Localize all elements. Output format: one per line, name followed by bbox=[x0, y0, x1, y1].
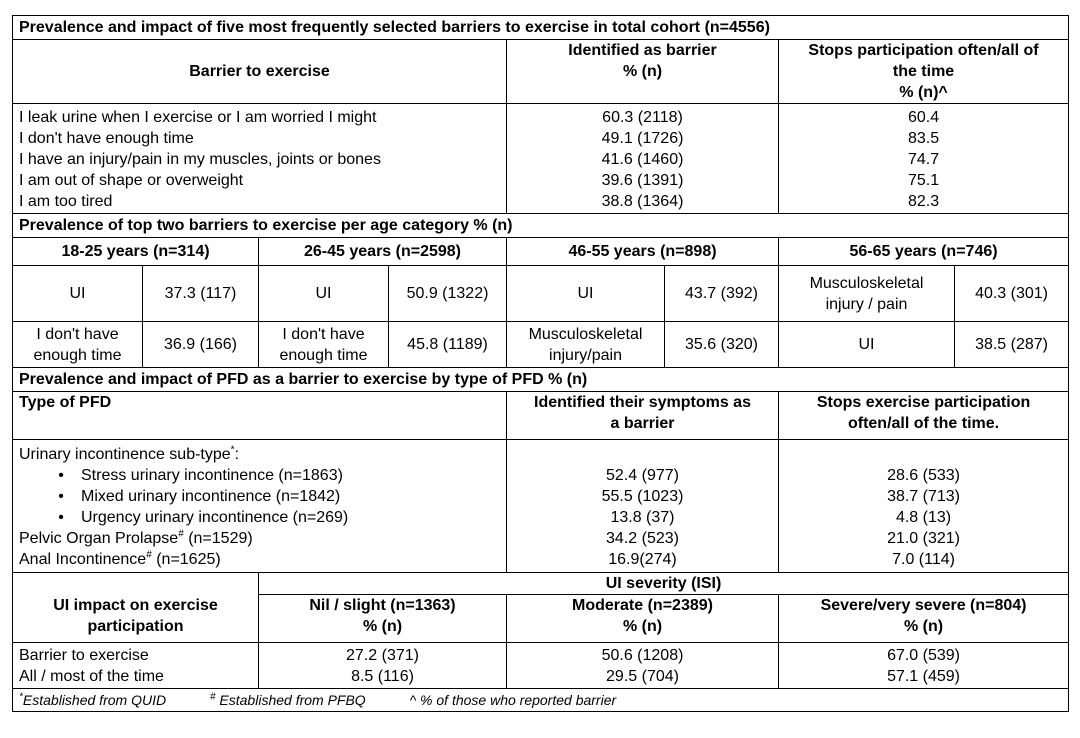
bullet-item: •Stress urinary incontinence (n=1863) bbox=[19, 465, 500, 486]
value-cell: 45.8 (1189) bbox=[389, 322, 507, 368]
barrier-list bbox=[13, 104, 507, 214]
barrier-cell: UI bbox=[259, 266, 389, 322]
severity-body-row bbox=[13, 643, 1069, 689]
age-group-header: 26-45 years (n=2598) bbox=[259, 238, 507, 266]
age-group-header: 18-25 years (n=314) bbox=[13, 238, 259, 266]
value-cell: 43.7 (392) bbox=[665, 266, 779, 322]
pfd-type-header: Type of PFD bbox=[13, 392, 507, 440]
footnote: # Established from PFBQ bbox=[209, 690, 366, 708]
barrier-cell: Musculoskeletal injury/pain bbox=[507, 322, 665, 368]
barrier-label: I have an injury/pain in my muscles, joints or bones bbox=[19, 151, 381, 168]
subtype-label: Urinary incontinence sub-type*: bbox=[19, 444, 240, 463]
section2-title: Prevalence of top two barriers to exercise per age category % (n) bbox=[13, 214, 1069, 238]
stops-values: 60.4 83.5 74.7 75.1 82.3 bbox=[779, 104, 1069, 214]
barrier-header: Barrier to exercise bbox=[13, 40, 507, 104]
barrier-label: I don't have enough time bbox=[19, 130, 194, 147]
severity-title-row bbox=[13, 573, 1069, 595]
bullet-icon bbox=[19, 465, 81, 486]
identified-header: Identified as barrier % (n) bbox=[507, 40, 779, 104]
section1-body-row bbox=[13, 104, 1069, 214]
footnote: ^ % of those who reported barrier bbox=[409, 691, 617, 708]
pfd-stops-values: 28.6 (533) 38.7 (713) 4.8 (13) 21.0 (321) 7.0 (114) bbox=[779, 440, 1069, 573]
value-cell: 35.6 (320) bbox=[665, 322, 779, 368]
bullet-icon bbox=[19, 486, 81, 507]
footnote-row bbox=[13, 689, 1069, 712]
bullet-item: •Mixed urinary incontinence (n=1842) bbox=[19, 486, 500, 507]
age-second-barrier-row bbox=[13, 322, 1069, 368]
value-cell: 40.3 (301) bbox=[955, 266, 1069, 322]
section3-header-row bbox=[13, 392, 1069, 440]
bullet-icon bbox=[19, 507, 81, 528]
section1-title-row bbox=[13, 16, 1069, 40]
value-cell: 50.9 (1322) bbox=[389, 266, 507, 322]
value-cell: 38.5 (287) bbox=[955, 322, 1069, 368]
barrier-cell: UI bbox=[13, 266, 143, 322]
section3-title-row bbox=[13, 368, 1069, 392]
pfd-type-list bbox=[13, 440, 507, 573]
pop-label: Pelvic Organ Prolapse# (n=1529) bbox=[19, 528, 253, 547]
section1-header-row bbox=[13, 40, 1069, 104]
barrier-cell: UI bbox=[507, 266, 665, 322]
severity-header-row bbox=[13, 595, 1069, 643]
identified-values: 60.3 (2118) 49.1 (1726) 41.6 (1460) 39.6 (1391) 38.8 (1364) bbox=[507, 104, 779, 214]
stops-header: Stops participation often/all of the time % (n)^ bbox=[779, 40, 1069, 104]
value-cell: 36.9 (166) bbox=[143, 322, 259, 368]
severity-col-header: Severe/very severe (n=804) % (n) bbox=[779, 595, 1069, 643]
footnotes bbox=[13, 689, 1069, 712]
section3-body-row bbox=[13, 440, 1069, 573]
pfd-identified-values: 52.4 (977) 55.5 (1023) 13.8 (37) 34.2 (523) 16.9(274) bbox=[507, 440, 779, 573]
barrier-cell: Musculoskeletal injury / pain bbox=[779, 266, 955, 322]
pfd-stops-header: Stops exercise participation often/all of the time. bbox=[779, 392, 1069, 440]
age-group-header: 46-55 years (n=898) bbox=[507, 238, 779, 266]
severity-col-header: Nil / slight (n=1363) % (n) bbox=[259, 595, 507, 643]
severity-col-header: Moderate (n=2389) % (n) bbox=[507, 595, 779, 643]
barrier-cell: I don't have enough time bbox=[259, 322, 389, 368]
section2-title-row bbox=[13, 214, 1069, 238]
anal-label: Anal Incontinence# (n=1625) bbox=[19, 549, 221, 568]
pfd-identified-header: Identified their symptoms as a barrier bbox=[507, 392, 779, 440]
barrier-label: I am too tired bbox=[19, 193, 113, 210]
footnote: *Established from QUID bbox=[19, 690, 167, 708]
age-group-header: 56-65 years (n=746) bbox=[779, 238, 1069, 266]
section1-title: Prevalence and impact of five most frequently selected barriers to exercise in total cohort (n=4556) bbox=[13, 16, 1069, 40]
age-top-barrier-row bbox=[13, 266, 1069, 322]
value-cell: 37.3 (117) bbox=[143, 266, 259, 322]
moderate-values: 50.6 (1208) 29.5 (704) bbox=[507, 643, 779, 689]
severe-values: 67.0 (539) 57.1 (459) bbox=[779, 643, 1069, 689]
barrier-label: I leak urine when I exercise or I am worried I might bbox=[19, 109, 377, 126]
barrier-cell: I don't have enough time bbox=[13, 322, 143, 368]
barrier-cell: UI bbox=[779, 322, 955, 368]
impact-header: UI impact on exercise participation bbox=[13, 595, 259, 643]
section3-title: Prevalence and impact of PFD as a barrier to exercise by type of PFD % (n) bbox=[13, 368, 1069, 392]
bullet-item: •Urgency urinary incontinence (n=269) bbox=[19, 507, 500, 528]
barrier-label: I am out of shape or overweight bbox=[19, 172, 244, 189]
impact-labels: Barrier to exercise All / most of the time bbox=[13, 643, 259, 689]
nil-slight-values: 27.2 (371) 8.5 (116) bbox=[259, 643, 507, 689]
severity-title: UI severity (ISI) bbox=[259, 573, 1069, 595]
age-group-header-row bbox=[13, 238, 1069, 266]
results-table bbox=[12, 15, 1069, 712]
